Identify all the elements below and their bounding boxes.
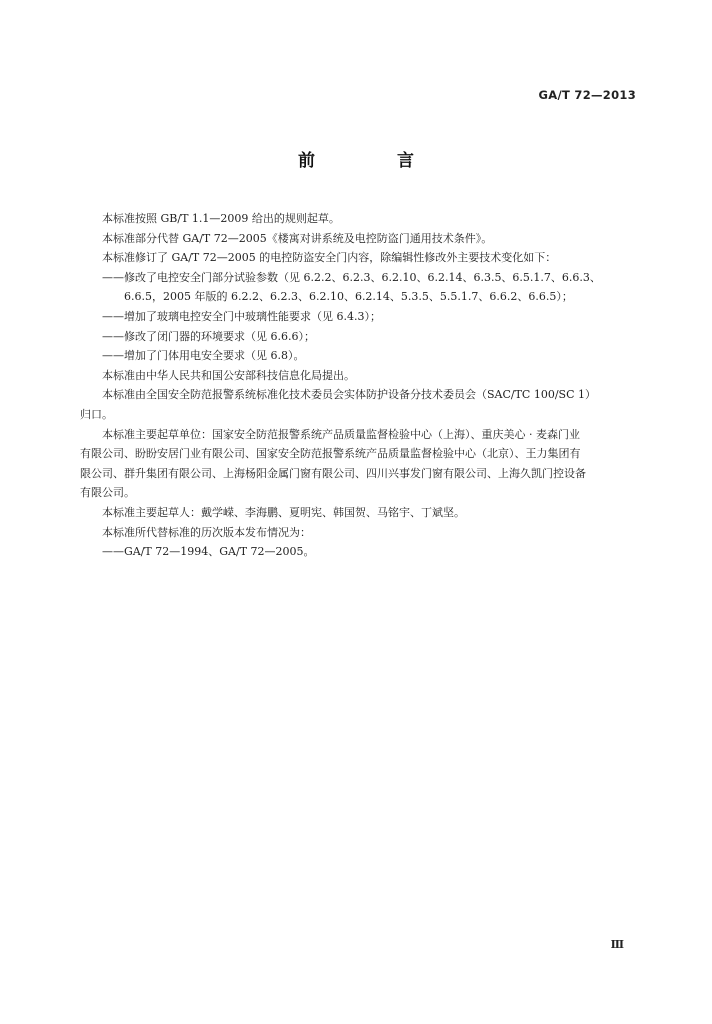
paragraph-drafting-units-line-4: 有限公司。 bbox=[80, 486, 135, 500]
paragraph-previous-editions: 本标准所代替标准的历次版本发布情况为： bbox=[102, 525, 311, 539]
paragraph-partial-replacement: 本标准部分代替 GA/T 72—2005《楼寓对讲系统及电控防盗门通用技术条件》。 bbox=[102, 231, 493, 245]
change-item-test-parameters-continued: 6.6.5，2005 年版的 6.2.2、6.2.3、6.2.10、6.2.14、5.3.5、5.5.1.7、6.6.2、6.6.5）； bbox=[124, 290, 573, 304]
page-number: Ⅲ bbox=[610, 938, 624, 951]
previous-editions-list: ——GA/T 72—1994、GA/T 72—2005。 bbox=[102, 545, 315, 559]
paragraph-revision-intro: 本标准修订了 GA/T 72—2005 的电控防盗安全门内容，除编辑性修改外主要技术变化如下： bbox=[102, 251, 557, 265]
paragraph-administered-by-continued: 归口。 bbox=[80, 407, 113, 421]
change-item-test-parameters: ——修改了电控安全门部分试验参数（见 6.2.2、6.2.3、6.2.10、6.2.14、6.3.5、6.5.1.7、6.6.3、 bbox=[102, 270, 601, 284]
change-item-glass-performance: ——增加了玻璃电控安全门中玻璃性能要求（见 6.4.3）； bbox=[102, 309, 381, 323]
foreword-title: 前 言 bbox=[298, 151, 452, 171]
paragraph-drafting-rules: 本标准按照 GB/T 1.1—2009 给出的规则起草。 bbox=[102, 212, 340, 225]
paragraph-proposed-by: 本标准由中华人民共和国公安部科技信息化局提出。 bbox=[102, 368, 355, 382]
standard-code: GA/T 72—2013 bbox=[538, 88, 636, 102]
paragraph-drafters: 本标准主要起草人：戴学嵘、李海鹏、夏明宪、韩国贺、马铭宇、丁斌坚。 bbox=[102, 505, 465, 519]
change-item-door-closer: ——修改了闭门器的环境要求（见 6.6.6）； bbox=[102, 329, 315, 343]
paragraph-drafting-units: 本标准主要起草单位：国家安全防范报警系统产品质量监督检验中心（上海）、重庆美心 · 麦森门业 bbox=[102, 427, 580, 441]
paragraph-drafting-units-line-3: 限公司、群升集团有限公司、上海杨阳金属门窗有限公司、四川兴事发门窗有限公司、上海久凯门控设备 bbox=[80, 466, 586, 480]
paragraph-drafting-units-line-2: 有限公司、盼盼安居门业有限公司、国家安全防范报警系统产品质量监督检验中心（北京）、王力集团有 bbox=[80, 447, 581, 461]
foreword-body bbox=[80, 209, 640, 562]
paragraph-administered-by: 本标准由全国安全防范报警系统标准化技术委员会实体防护设备分技术委员会（SAC/TC 100/SC 1） bbox=[102, 388, 596, 402]
change-item-electrical-safety: ——增加了门体用电安全要求（见 6.8）。 bbox=[102, 349, 305, 363]
